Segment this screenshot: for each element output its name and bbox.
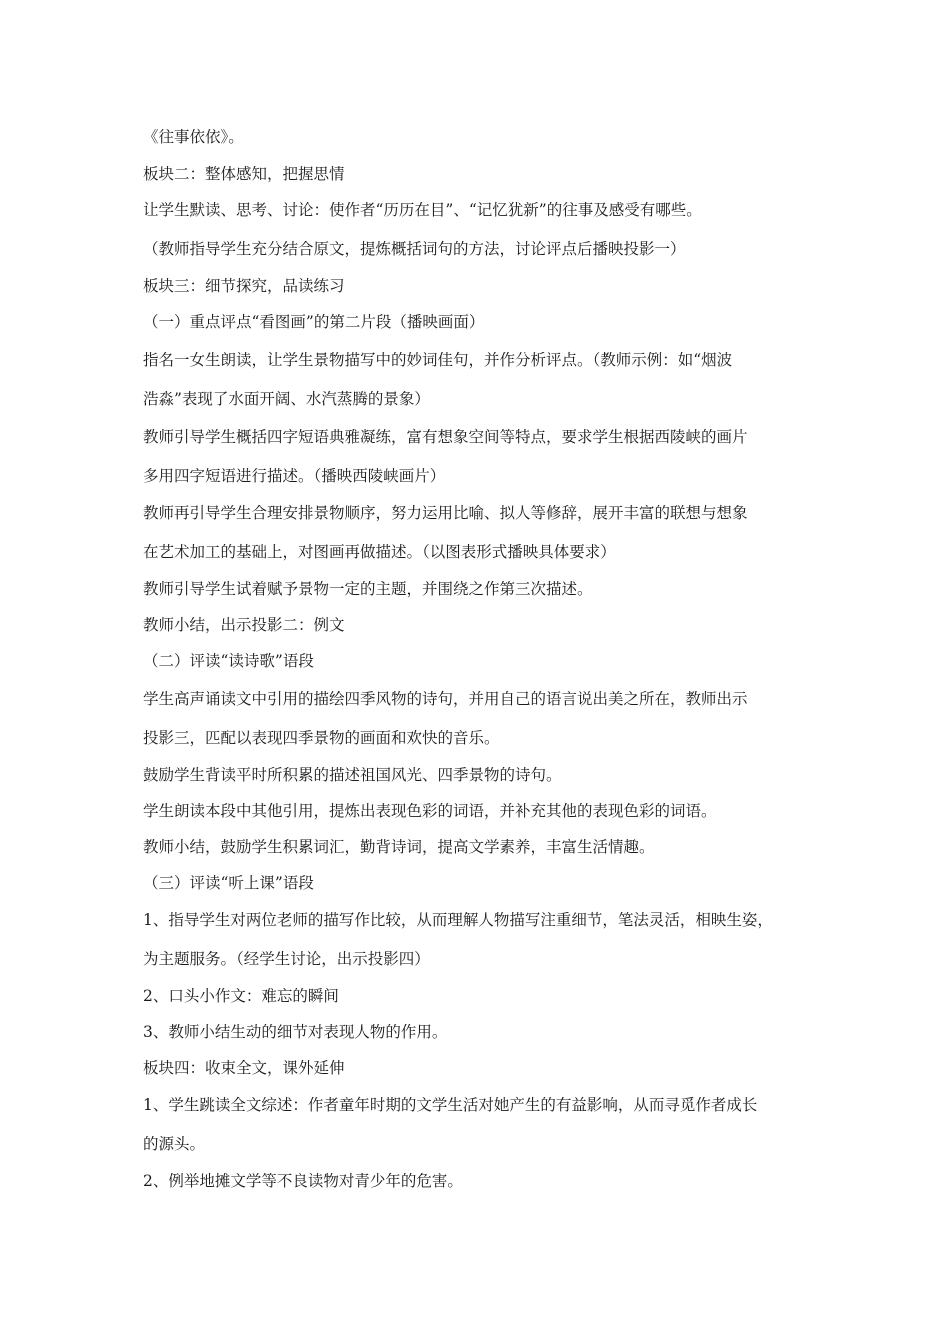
subsection-heading: （三）评读“听上课”语段 (143, 874, 314, 892)
section-heading: 板块三：细节探究，品读练习 (143, 277, 345, 295)
text-line: 教师引导学生试着赋予景物一定的主题，并围绕之作第三次描述。 (143, 580, 593, 598)
text-line: 浩淼”表现了水面开阔、水汽蒸腾的景象） (143, 390, 430, 408)
text-line: 1、指导学生对两位老师的描写作比较，从而理解人物描写注重细节，笔法灵活，相映生姿， (143, 911, 773, 929)
text-line: 的源头。 (143, 1135, 206, 1153)
text-line: 教师小结，鼓励学生积累词汇，勤背诗词，提高文学素养，丰富生活情趣。 (143, 838, 655, 856)
text-line: 鼓励学生背读平时所积累的描述祖国风光、四季景物的诗句。 (143, 766, 562, 784)
text-line: 2、例举地摊文学等不良读物对青少年的危害。 (143, 1172, 463, 1190)
text-line: 投影三，匹配以表现四季景物的画面和欢快的音乐。 (143, 729, 500, 747)
text-line: 3、教师小结生动的细节对表现人物的作用。 (143, 1023, 448, 1041)
text-line: 指名一女生朗读，让学生景物描写中的妙词佳句，并作分析评点。（教师示例：如“烟波 (143, 351, 733, 369)
text-line: 让学生默读、思考、讨论：使作者“历历在目”、“记忆犹新”的往事及感受有哪些。 (143, 201, 702, 219)
text-line: 2、口头小作文：难忘的瞬间 (143, 987, 339, 1005)
text-line: （教师指导学生充分结合原文，提炼概括词句的方法，讨论评点后播映投影一） (143, 240, 686, 258)
text-line: 教师小结，出示投影二：例文 (143, 616, 345, 634)
text-line: 多用四字短语进行描述。（播映西陵峡画片） (143, 467, 446, 485)
subsection-heading: （一）重点评点“看图画”的第二片段（播映画面） (143, 313, 485, 331)
section-heading: 板块四：收束全文，课外延伸 (143, 1059, 345, 1077)
text-line: 为主题服务。（经学生讨论，出示投影四） (143, 950, 430, 968)
text-line: 1、学生跳读全文综述：作者童年时期的文学生活对她产生的有益影响，从而寻觅作者成长 (143, 1096, 758, 1114)
section-heading: 板块二：整体感知，把握思情 (143, 165, 345, 183)
text-line: 教师再引导学生合理安排景物顺序，努力运用比喻、拟人等修辞，展开丰富的联想与想象 (143, 504, 748, 522)
text-line: 在艺术加工的基础上，对图画再做描述。（以图表形式播映具体要求） (143, 543, 616, 561)
text-line: 学生朗读本段中其他引用，提炼出表现色彩的词语，并补充其他的表现色彩的词语。 (143, 802, 717, 820)
text-line: 《往事依依》。 (143, 128, 244, 146)
subsection-heading: （二）评读“读诗歌”语段 (143, 652, 314, 670)
text-line: 教师引导学生概括四字短语典雅凝练，富有想象空间等特点，要求学生根据西陵峡的画片 (143, 428, 748, 446)
text-line: 学生高声诵读文中引用的描绘四季风物的诗句，并用自己的语言说出美之所在，教师出示 (143, 690, 748, 708)
